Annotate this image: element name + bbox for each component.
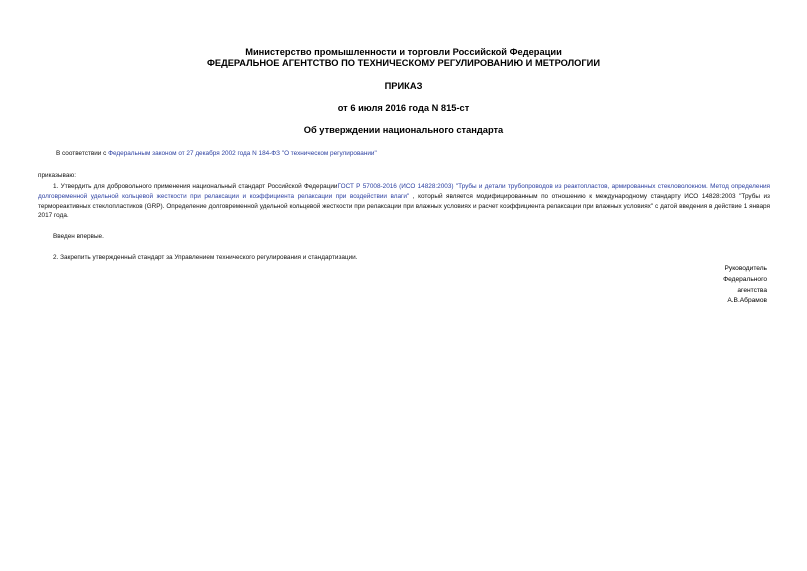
paragraph-introduced-first: Введен впервые. (53, 233, 104, 240)
paragraph-basis (56, 149, 377, 159)
federal-law-link[interactable]: Федеральным законом от 27 декабря 2002 года N 184-ФЗ "О техническом регулировании" (108, 150, 377, 157)
signature-line-2: Федерального (723, 275, 767, 283)
ministry-title: Министерство промышленности и торговли Российской Федерации (245, 47, 562, 57)
agency-title: ФЕДЕРАЛЬНОЕ АГЕНТСТВО ПО ТЕХНИЧЕСКОМУ РЕГУЛИРОВАНИЮ И МЕТРОЛОГИИ (206, 58, 601, 68)
document-type: ПРИКАЗ (384, 81, 423, 91)
paragraph-order: приказываю: (38, 172, 76, 179)
signature-name: А.В.Абрамов (727, 297, 767, 305)
item-1-prefix: 1. Утвердить для добровольного применения национальный стандарт Российской Федерации (53, 183, 338, 190)
signature-line-1: Руководитель (724, 265, 767, 272)
basis-prefix: В соответствии с (56, 150, 107, 157)
signature-line-3: агентства (737, 286, 767, 294)
document-subject: Об утверждении национального стандарта (303, 125, 504, 135)
paragraph-item-2: 2. Закрепить утвержденный стандарт за Управлением технического регулирования и стандартизации. (53, 254, 358, 261)
signature-block (600, 264, 767, 307)
document-date-number: от 6 июля 2016 года N 815-ст (337, 103, 470, 113)
paragraph-item-1 (38, 182, 770, 221)
item-1-suffix: , который является модифицированным по отношению к международному стандарту ИСО 14828:2003 "Трубы из термореактивных стеклопластиков (GRP). Определение долговременной удельной кольцевой жесткости при релаксации при влажных условиях и расчет коэффициента релаксации при влажных условиях" с датой введения в действие 1 января 2017 года. (38, 192, 770, 220)
gost-standard-link[interactable]: ГОСТ Р 57008-2016 (ИСО 14828:2003) "Трубы и детали трубопроводов из реактопластов, армированных стекловолокном. Метод определения долговременной удельной кольцевой жесткости при релаксации и коэффициента релаксации при воздействии влаги" (38, 183, 770, 200)
